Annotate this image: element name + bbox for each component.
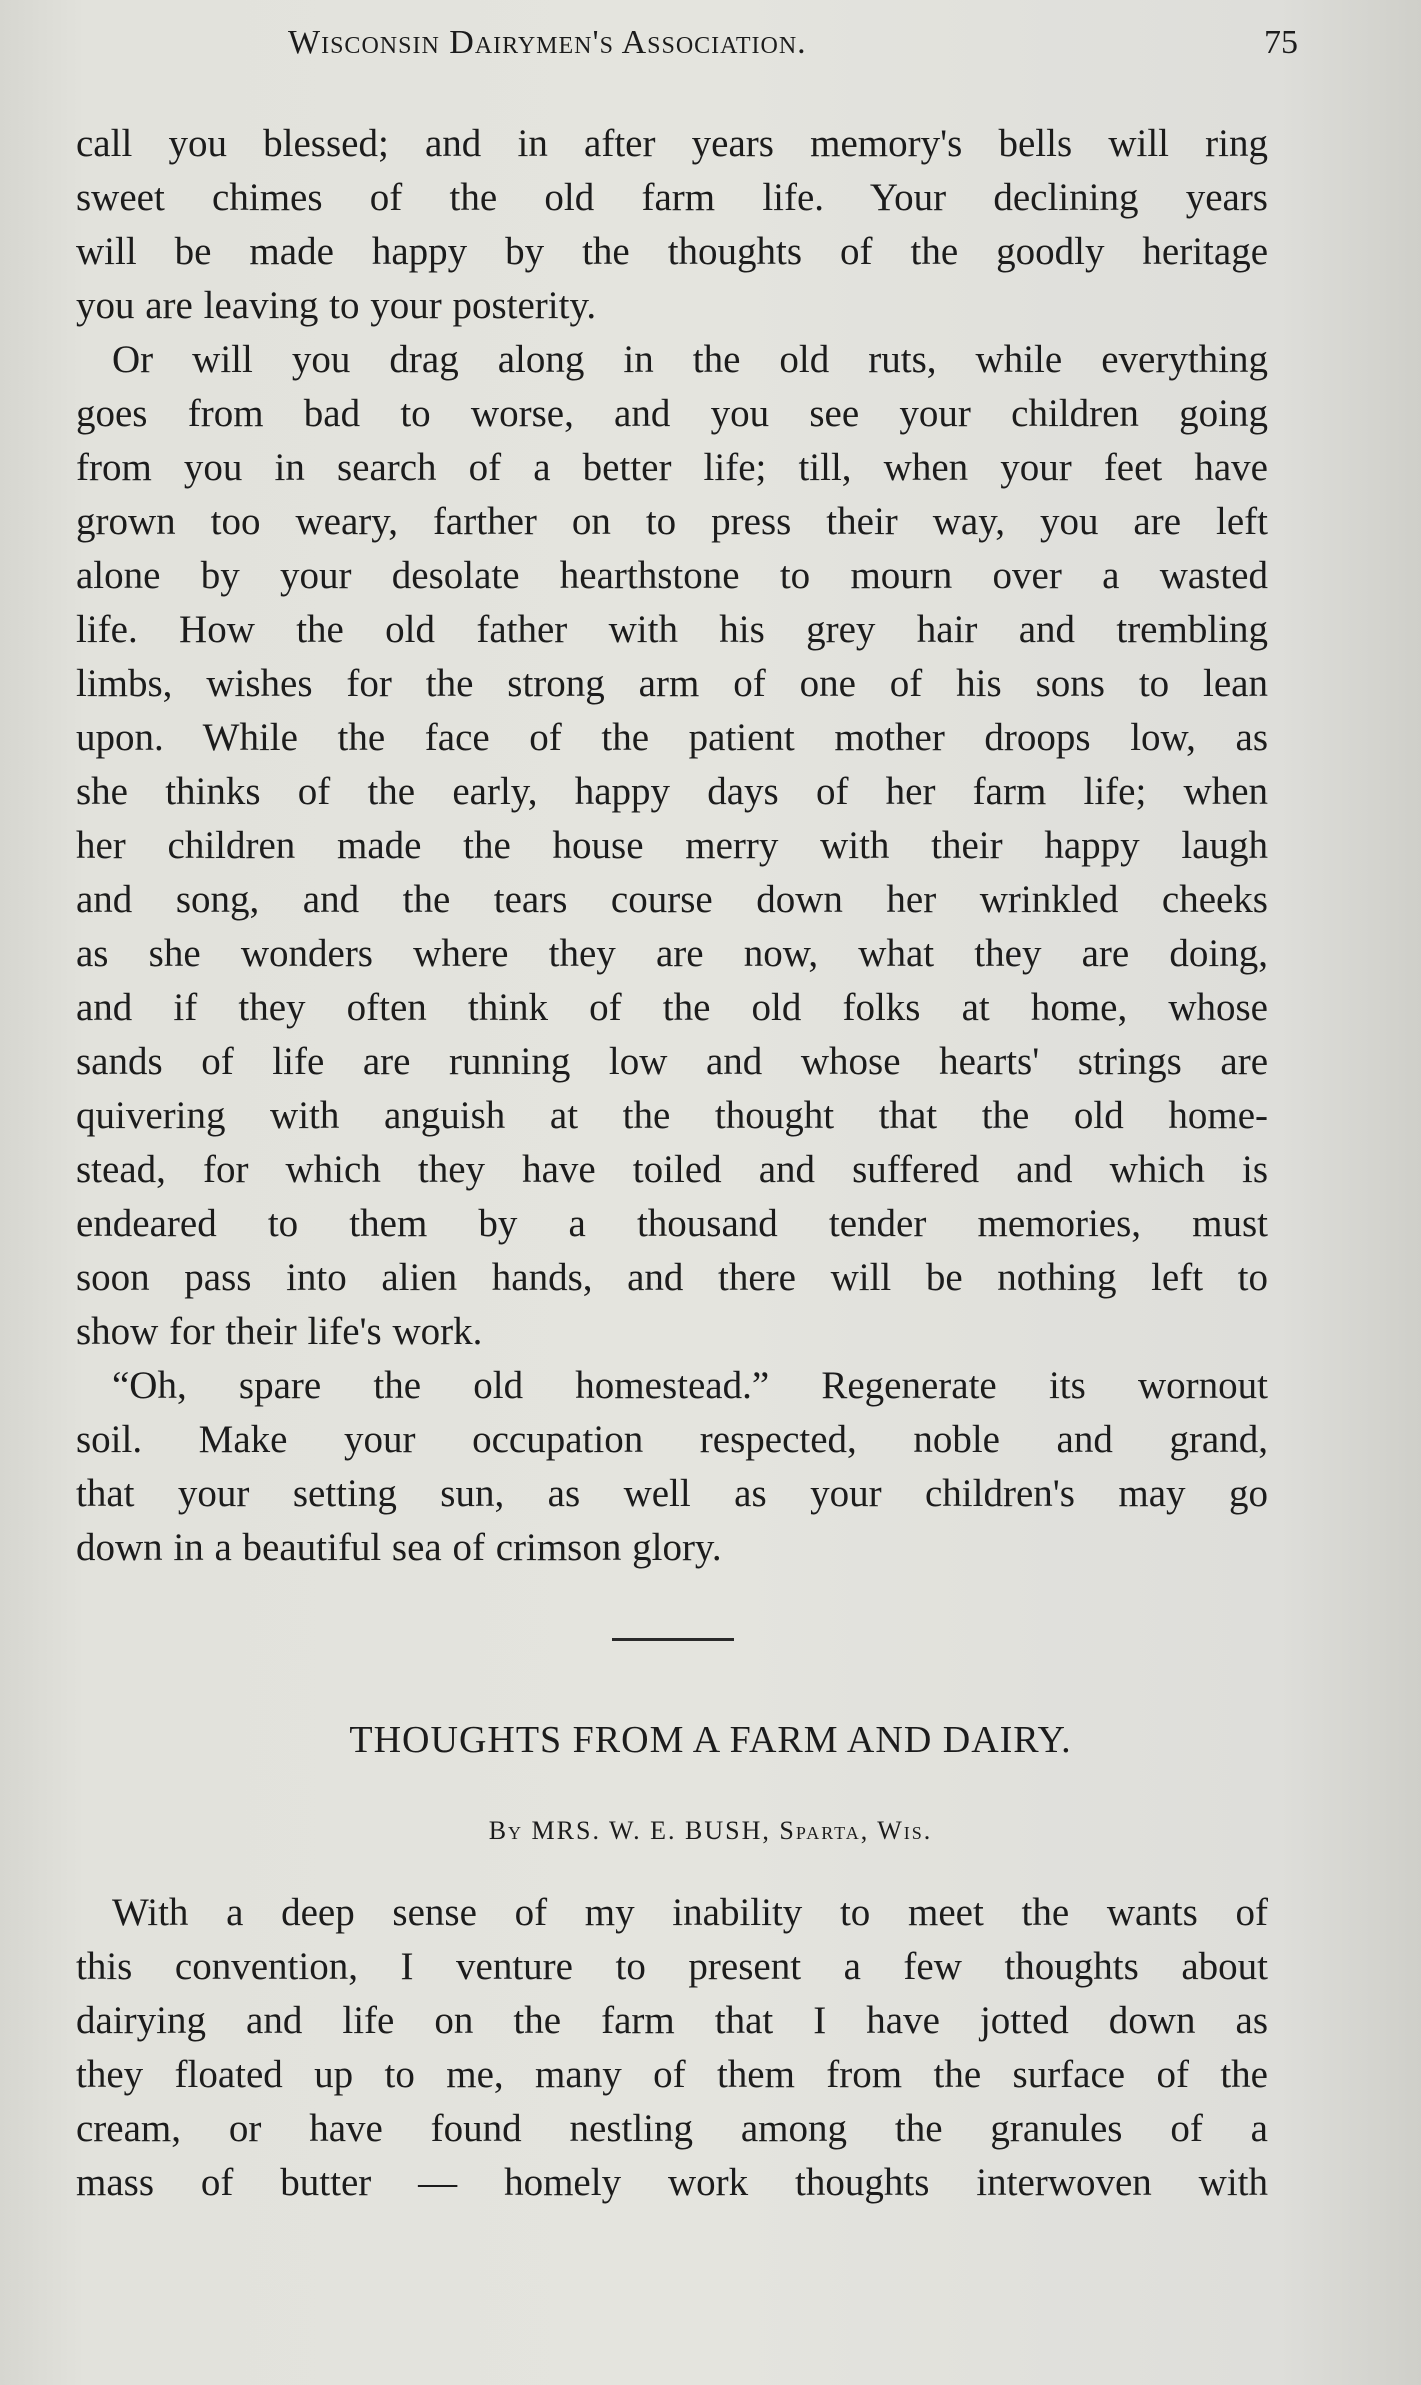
author-byline: By MRS. W. E. BUSH, Sparta, Wis. [488,1816,933,1845]
text-line: will be made happy by the thoughts of the goodly heritage [76,230,1268,273]
text-line: this convention, I venture to present a few thoughts about [76,1945,1268,1988]
paragraph-1 [76,117,1268,333]
text-line: her children made the house merry with their happy laugh [76,824,1268,867]
text-line: alone by your desolate hearthstone to mourn over a wasted [76,554,1268,597]
text-line: they floated up to me, many of them from the surface of the [76,2053,1268,2096]
page-number: 75 [1264,24,1298,61]
text-line: cream, or have found nestling among the granules of a [76,2107,1268,2150]
text-line: grown too weary, farther on to press their way, you are left [76,500,1268,543]
text-line: show for their life's work. [76,1310,483,1353]
text-line: “Oh, spare the old homestead.” Regenerate its wornout [112,1364,1268,1407]
text-line: upon. While the face of the patient mother droops low, as [76,716,1268,759]
text-line: limbs, wishes for the strong arm of one of his sons to lean [76,662,1268,705]
text-line: stead, for which they have toiled and suffered and which is [76,1148,1268,1191]
text-line: endeared to them by a thousand tender memories, must [76,1202,1268,1245]
running-head [0,24,1421,72]
text-line: mass of butter — homely work thoughts interwoven with [76,2161,1268,2204]
running-title: Wisconsin Dairymen's Association. [288,24,807,61]
text-line: Or will you drag along in the old ruts, while everything [112,338,1268,381]
paragraph-2 [76,333,1268,1359]
section-paragraph-1 [76,1886,1268,2210]
text-line: and if they often think of the old folks at home, whose [76,986,1268,1029]
text-line: down in a beautiful sea of crimson glory. [76,1526,722,1569]
text-line: goes from bad to worse, and you see your children going [76,392,1268,435]
text-line: soon pass into alien hands, and there will be nothing left to [76,1256,1268,1299]
text-line: she thinks of the early, happy days of her farm life; when [76,770,1268,813]
text-line: soil. Make your occupation respected, noble and grand, [76,1418,1268,1461]
text-line: sweet chimes of the old farm life. Your declining years [76,176,1268,219]
section-title: THOUGHTS FROM A FARM AND DAIRY. [349,1719,1072,1761]
text-line: life. How the old father with his grey hair and trembling [76,608,1268,651]
text-line: as she wonders where they are now, what they are doing, [76,932,1268,975]
text-line: and song, and the tears course down her wrinkled cheeks [76,878,1268,921]
text-line: that your setting sun, as well as your children's may go [76,1472,1268,1515]
text-line: With a deep sense of my inability to meet the wants of [112,1891,1268,1934]
text-line: quivering with anguish at the thought that the old home- [76,1094,1268,1137]
text-line: from you in search of a better life; till, when your feet have [76,446,1268,489]
text-line: you are leaving to your posterity. [76,284,597,327]
paragraph-3 [76,1359,1268,1575]
text-line: call you blessed; and in after years memory's bells will ring [76,122,1268,165]
text-line: sands of life are running low and whose hearts' strings are [76,1040,1268,1083]
text-line: dairying and life on the farm that I have jotted down as [76,1999,1268,2042]
section-divider [612,1638,734,1641]
